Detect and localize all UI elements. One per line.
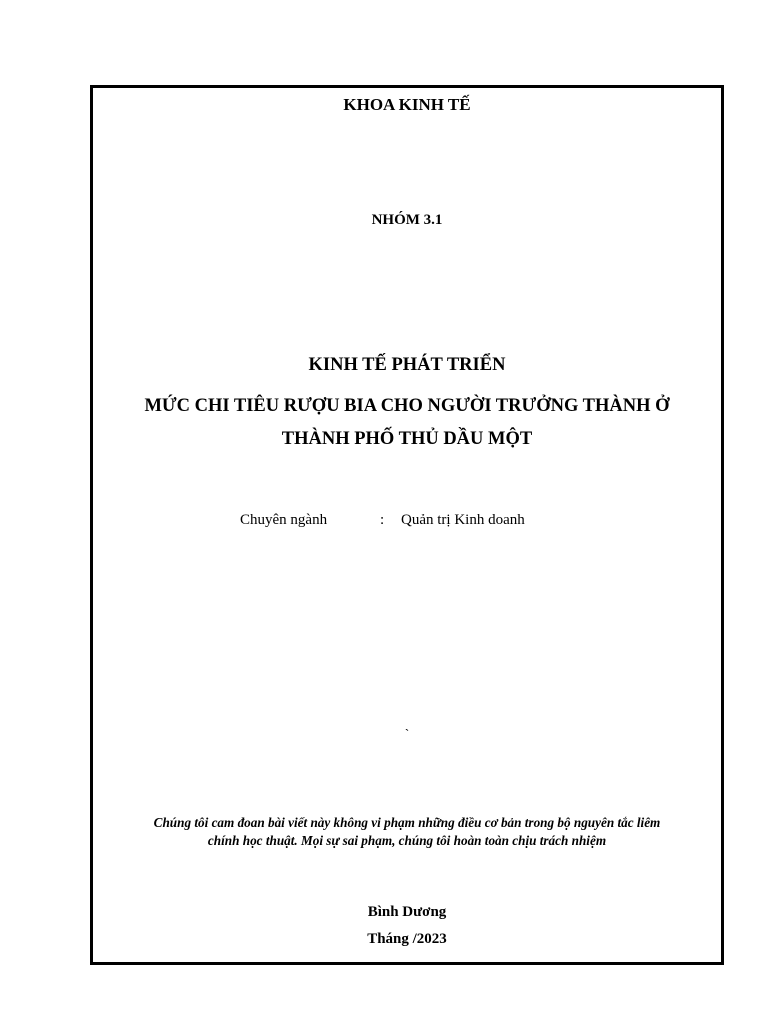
major-label: Chuyên ngành [240, 512, 328, 528]
subject-title: KINH TẾ PHÁT TRIỂN [308, 355, 506, 375]
faculty-name: KHOA KINH TẾ [343, 95, 471, 114]
report-title-line-1: MỨC CHI TIÊU RƯỢU BIA CHO NGƯỜI TRƯỞNG THÀNH Ở [144, 396, 670, 416]
major-row [93, 512, 721, 532]
integrity-pledge-line-1: Chúng tôi cam đoan bài viết này không vi phạm những điều cơ bản trong bộ nguyên tắc liêm [153, 815, 661, 830]
integrity-pledge-line-2: chính học thuật. Mọi sự sai phạm, chúng tôi hoàn toàn chịu trách nhiệm [207, 833, 607, 848]
stray-mark: ` [404, 726, 410, 741]
cover-page-border [90, 85, 724, 965]
group-name: NHÓM 3.1 [371, 212, 443, 228]
report-title-line-2: THÀNH PHỐ THỦ DẦU MỘT [281, 429, 533, 449]
major-separator: : [380, 512, 385, 528]
major-value: Quản trị Kinh doanh [401, 512, 525, 528]
date-text: Tháng /2023 [367, 931, 447, 947]
place-name: Bình Dương [367, 904, 447, 920]
